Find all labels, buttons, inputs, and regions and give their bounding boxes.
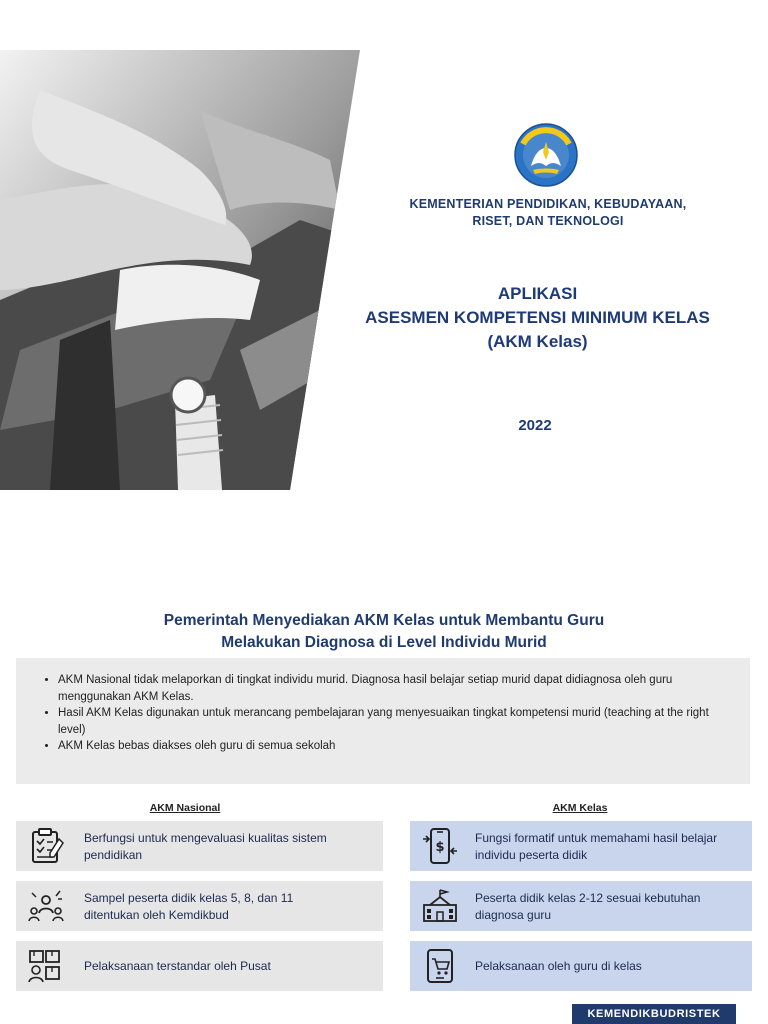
nasional-card-3 <box>16 941 383 991</box>
nasional-card-2-line-1: Sampel peserta didik kelas 5, 8, dan 11 <box>84 891 294 905</box>
svg-text:$: $ <box>435 840 445 855</box>
kelas-card-1-line-2: individu peserta didik <box>475 848 588 862</box>
nasional-card-1 <box>16 821 383 871</box>
kelas-card-3 <box>410 941 752 991</box>
nasional-card-2 <box>16 881 383 931</box>
kelas-card-3-text: Pelaksanaan oleh guru di kelas <box>475 959 642 973</box>
boxes-icon <box>26 947 66 985</box>
summary-bullet-2: • Hasil AKM Kelas digunakan untuk merancang pembelajaran yang menyesuaikan tingkat kompetensi murid (teaching at the right level) <box>58 705 732 738</box>
stacked-hands-photo <box>0 50 360 490</box>
phone-dollar-icon <box>420 827 460 865</box>
ministry-footer-badge: KEMENDIKBUDRISTEK <box>572 1004 736 1024</box>
slide-title-line-2: Melakukan Diagnosa di Level Individu Murid <box>221 634 547 651</box>
nasional-card-1-text <box>84 830 373 864</box>
app-title <box>330 282 745 354</box>
ministry-line-1: KEMENTERIAN PENDIDIKAN, KEBUDAYAAN, <box>409 197 687 211</box>
akm-kelas-heading: AKM Kelas <box>552 802 608 814</box>
kelas-card-2-text <box>475 890 742 924</box>
slide-title-line-1: Pemerintah Menyediakan AKM Kelas untuk Membantu Guru <box>163 612 605 629</box>
ministry-name <box>390 196 706 230</box>
cover-slide <box>0 0 768 500</box>
ministry-line-2: RISET, DAN TEKNOLOGI <box>472 214 624 228</box>
cart-icon <box>420 947 460 985</box>
kelas-card-2-line-2: diagnosa guru <box>475 908 552 922</box>
nasional-card-2-text <box>84 890 373 924</box>
year-label: 2022 <box>518 417 552 434</box>
tut-wuri-handayani-logo <box>513 122 579 188</box>
app-title-line-3: (AKM Kelas) <box>487 332 588 351</box>
school-building-icon <box>420 887 460 925</box>
kelas-card-1-text <box>475 830 742 864</box>
summary-bullet-1: • AKM Nasional tidak melaporkan di tingkat individu murid. Diagnosa hasil belajar setiap murid dapat didiagnosa oleh guru menggunakan AKM Kelas. <box>58 672 732 705</box>
nasional-card-2-line-2: ditentukan oleh Kemdikbud <box>84 908 229 922</box>
clipboard-icon <box>26 827 66 865</box>
people-sample-icon <box>26 887 66 925</box>
app-title-line-1: APLIKASI <box>497 284 578 303</box>
nasional-card-3-text: Pelaksanaan terstandar oleh Pusat <box>84 959 271 973</box>
app-title-line-2: ASESMEN KOMPETENSI MINIMUM KELAS <box>365 308 710 327</box>
nasional-card-1-line-1: Berfungsi untuk mengevaluasi kualitas sistem <box>84 831 327 845</box>
kelas-card-2-line-1: Peserta didik kelas 2-12 sesuai kebutuhan <box>475 891 701 905</box>
slide-title <box>60 610 708 654</box>
comparison-slide <box>0 586 768 1024</box>
akm-nasional-heading: AKM Nasional <box>149 802 221 814</box>
kelas-card-1 <box>410 821 752 871</box>
summary-box <box>16 658 750 784</box>
nasional-card-1-line-2: pendidikan <box>84 848 143 862</box>
summary-list <box>16 658 750 755</box>
summary-bullet-3: • AKM Kelas bebas diakses oleh guru di semua sekolah <box>58 738 732 755</box>
kelas-card-1-line-1: Fungsi formatif untuk memahami hasil belajar <box>475 831 718 845</box>
kelas-card-2 <box>410 881 752 931</box>
